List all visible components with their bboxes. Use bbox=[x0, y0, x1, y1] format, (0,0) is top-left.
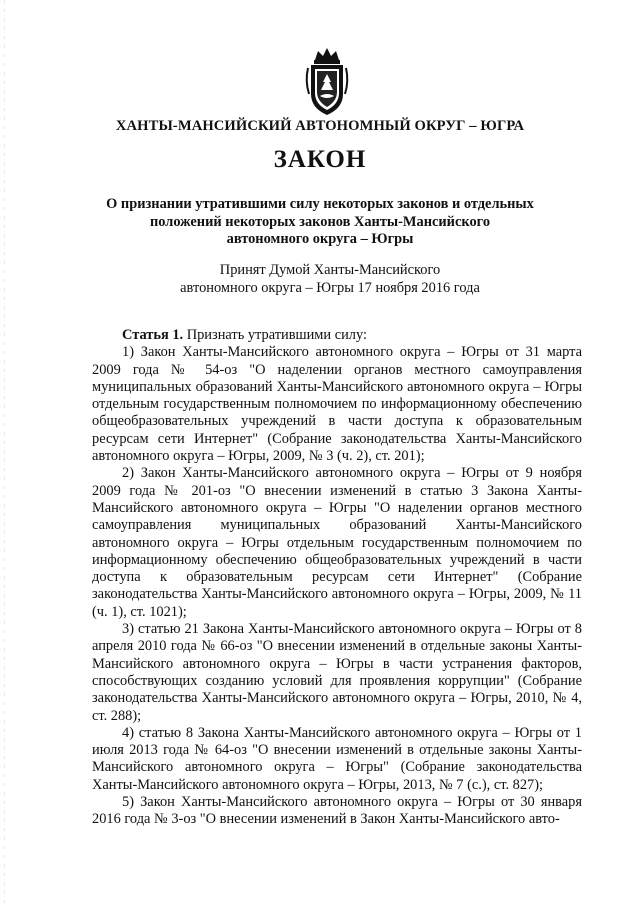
article-item: 4) статью 8 Закона Ханты-Мансийского автономного округа – Югры от 1 июля 2013 года № 64-оз "О внесении изменений в отдельные законы Ханты-Мансийского автономного округа – Югры" (Собрание законодательства Ханты-Мансийского автономного округа – Югры, 2013, № 7 (с.), ст. 827); bbox=[92, 724, 582, 793]
law-body bbox=[92, 327, 582, 829]
law-title bbox=[60, 196, 580, 249]
document-type: ЗАКОН bbox=[273, 146, 367, 173]
article-item: 5) Закон Ханты-Мансийского автономного округа – Югры от 30 января 2016 года № 3-оз "О внесении изменений в Закон Ханты-Мансийского авто- bbox=[92, 794, 582, 828]
article-intro: Признать утратившими силу: bbox=[183, 327, 367, 343]
title-line: автономного округа – Югры bbox=[226, 231, 414, 247]
article-item: 3) статью 21 Закона Ханты-Мансийского автономного округа – Югры от 8 апреля 2010 года № 66-оз "О внесении изменений в отдельные законы Ханты-Мансийского автономного округа – Югры в части устранения факторов, способствующих созданию условий для проявления коррупции" (Собрание законодательства Ханты-Мансийского автономного округа – Югры, 2010, № 4, ст. 288); bbox=[92, 621, 582, 724]
coat-of-arms-icon bbox=[302, 46, 352, 118]
article-heading bbox=[92, 327, 582, 344]
article-label: Статья 1. bbox=[122, 327, 184, 343]
region-name: ХАНТЫ-МАНСИЙСКИЙ АВТОНОМНЫЙ ОКРУГ – ЮГРА bbox=[115, 118, 525, 134]
article-item: 2) Закон Ханты-Мансийского автономного округа – Югры от 9 ноября 2009 года № 201-оз "О внесении изменений в статью 3 Закона Ханты-Мансийского автономного округа – Югры "О наделении органов местного самоуправления муниципальных образований Ханты-Мансийского автономного округа – Югры отдельным государственным полномочием по информационному обеспечению общеобразовательных учреждений в части доступа к образовательным ресурсам сети Интернет" (Собрание законодательства Ханты-Мансийского автономного округа – Югры, 2009, № 11 (ч. 1), ст. 1021); bbox=[92, 465, 582, 620]
scan-edge-artifact bbox=[4, 0, 5, 905]
title-line: положений некоторых законов Ханты-Мансийского bbox=[149, 213, 491, 230]
adoption-note bbox=[100, 262, 560, 297]
title-line: О признании утратившими силу некоторых законов и отдельных bbox=[106, 196, 534, 212]
adoption-line: Принят Думой Ханты-Мансийского bbox=[219, 262, 441, 278]
article-item: 1) Закон Ханты-Мансийского автономного округа – Югры от 31 марта 2009 года № 54-оз "О наделении органов местного самоуправления муниципальных образований Ханты-Мансийского автономного округа – Югры отдельным государственным полномочием по информационному обеспечению общеобразовательных учреждений в части доступа к образовательным ресурсам сети Интернет" (Собрание законодательства Ханты-Мансийского автономного округа – Югры, 2009, № 3 (ч. 2), ст. 201); bbox=[92, 344, 582, 465]
adoption-line: автономного округа – Югры 17 ноября 2016 года bbox=[180, 279, 480, 296]
